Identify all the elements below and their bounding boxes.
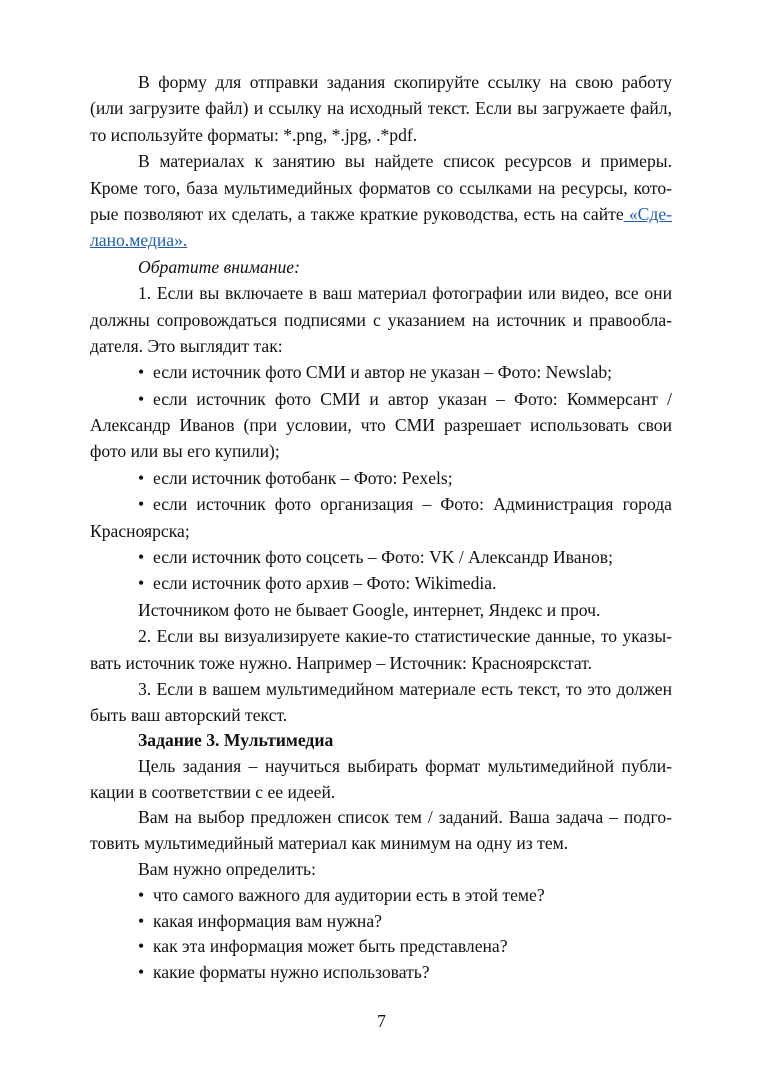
bullet-icon: • [138,936,145,957]
text-line [90,175,672,201]
line-text: Цель задания – научиться выбирать формат мультимедийной публи- [138,755,672,776]
line-text: Кроме того, база мультимедийных форматов со ссылками на ресурсы, кото- [90,177,672,198]
text-line [90,412,672,438]
line-text: какая информация вам нужна? [153,910,382,931]
line-text: Обратите внимание: [138,256,300,277]
text-line [90,597,672,623]
line-text: Источником фото не бывает Google, интернет, Яндекс и проч. [138,599,601,620]
text-line [90,148,672,174]
sdelano-media-link[interactable]: «Сде- [623,203,672,224]
line-text: фото или вы его купили); [90,441,280,462]
line-text: Александр Иванов (при условии, что СМИ разрешает использовать свои [90,415,672,436]
line-text: то используйте форматы: *.png, *.jpg, .*pdf. [90,124,418,145]
line-text: как эта информация может быть представлена? [153,936,508,957]
line-text: В форму для отправки задания скопируйте ссылку на свою работу [138,72,672,92]
text-line [90,201,672,227]
bullet-icon: • [138,388,145,409]
text-line [90,280,672,306]
line-text: рые позволяют их сделать, а также краткие руководства, есть на сайте [90,203,624,224]
bullet-icon: • [138,962,145,983]
line-text: 3. Если в вашем мультимедийном материале есть текст, то это должен [138,678,672,699]
text-line [90,518,672,544]
text-line [90,676,672,702]
line-text: дателя. Это выглядит так: [90,335,283,356]
line-text: товить мультимедийный материал как минимум на одну из тем. [90,833,569,854]
bullet-item [90,570,672,596]
line-text: Красноярска; [90,520,190,541]
text-line [90,254,672,280]
sdelano-media-link[interactable]: лано.медиа». [90,230,188,251]
text-line [90,69,672,95]
text-line [90,307,672,333]
task-3-section [90,728,672,986]
text-line [90,227,672,253]
bullet-item [90,386,672,412]
line-text: 2. Если вы визуализируете какие-то статистические данные, то указы- [138,626,672,647]
text-line [90,438,672,464]
line-text: если источник фото СМИ и автор указан – Фото: Коммерсант / [153,388,672,409]
line-text: должны сопровождаться подписями с указанием на источник и правообла- [90,309,672,330]
text-line [90,780,672,806]
text-line [90,623,672,649]
line-text: кации в соответствии с ее идеей. [90,781,336,802]
bullet-icon: • [138,494,145,515]
line-text: 1. Если вы включаете в ваш материал фотографии или видео, все они [138,283,672,304]
bullet-item [90,934,672,960]
bullet-item [90,909,672,935]
line-text: В материалах к занятию вы найдете список ресурсов и примеры. [138,151,672,172]
text-line [90,95,672,121]
line-text: если источник фото архив – Фото: Wikimedia. [153,573,497,594]
bullet-icon: • [138,467,145,488]
line-text: что самого важного для аудитории есть в этой теме? [153,884,545,905]
bullet-item [90,960,672,986]
section-heading [90,728,672,754]
line-text: Вам нужно определить: [138,858,316,879]
text-line [90,122,672,148]
bullet-item [90,359,672,385]
line-text: быть ваш авторский текст. [90,705,288,726]
line-text: если источник фото организация – Фото: Администрация города [153,494,672,515]
line-text: (или загрузите файл) и ссылку на исходный текст. Если вы загружаете файл, [90,98,672,119]
bullet-icon: • [138,884,145,905]
text-line [90,857,672,883]
bullet-icon: • [138,573,145,594]
text-line [90,805,672,831]
body-text-section-1 [90,69,672,729]
bullet-item [90,544,672,570]
line-text: если источник фото СМИ и автор не указан – Фото: Newslab; [153,362,613,383]
text-line [90,333,672,359]
line-text: вать источник тоже нужно. Например – Источник: Красноярскстат. [90,652,593,673]
line-text: если источник фото соцсеть – Фото: VK / Александр Иванов; [153,547,613,568]
line-text: Вам на выбор предложен список тем / заданий. Ваша задача – подго- [138,807,672,828]
bullet-item [90,491,672,517]
text-line [90,831,672,857]
bullet-icon: • [138,910,145,931]
line-text: если источник фотобанк – Фото: Pexels; [153,467,453,488]
line-text: Задание 3. Мультимедиа [138,730,334,750]
bullet-item [90,883,672,909]
text-line [90,702,672,728]
bullet-item [90,465,672,491]
bullet-icon: • [138,547,145,568]
line-text: какие форматы нужно использовать? [153,962,430,983]
text-line [90,650,672,676]
page-number: 7 [377,1011,386,1031]
bullet-icon: • [138,362,145,383]
text-line [90,754,672,780]
